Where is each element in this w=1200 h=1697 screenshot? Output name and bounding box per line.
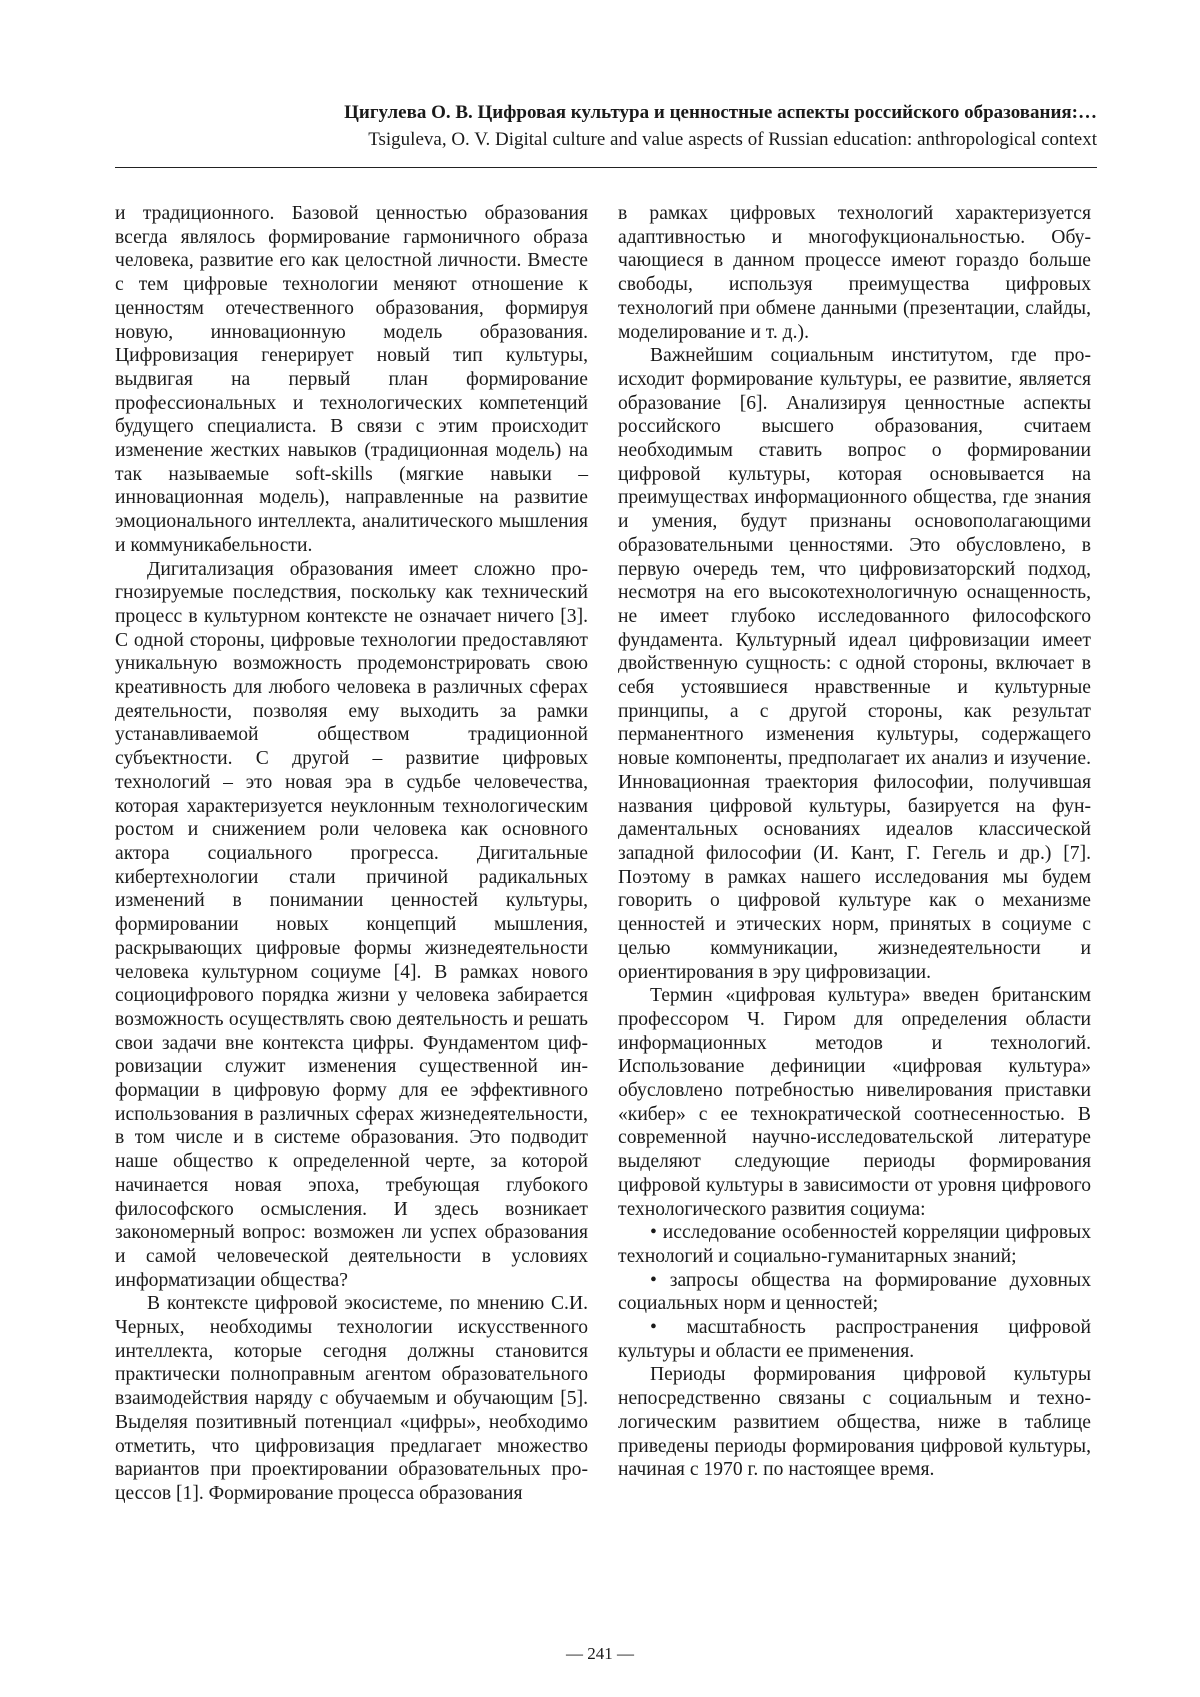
paragraph: в рамках цифровых технологий характеризуется адаптивностью и многофукциональностью. Обучающиеся в данном процессе имеют гораздо больше свободы, используя преимущества цифровых технологий при обмене данными (презентации, слайды, моделирование и т. д.). [618, 203, 1091, 343]
paragraph: Важнейшим социальным институтом, где происходит формирование культуры, ее развитие, является образование [6]. Анализируя ценностные аспекты российского высшего образования, считаем необходимым ставить вопрос о формировании цифровой культуры, которая основывается на преимуществах информационного общества, где знания и умения, будут признаны основополагающими образовательными ценностями. Это обусловлено, в первую очередь тем, что цифровизаторский подход, несмотря на его высокотехнологичную оснащенность, не имеет глубоко исследованного философского фундамента. Культурный идеал цифровизации имеет двойственную сущность: с одной стороны, включает в себя устоявшиеся нравственные и культурные принципы, а с другой стороны, как результат перманентного изменения культуры, содержащего новые компоненты, предполагает их анализ и изучение. Инновационная траектория философии, получившая названия цифровой культуры, базируется на фундаментальных основаниях идеалов классической западной философии (И. Кант, Г. Гегель и др.) [7]. Поэтому в рамках нашего исследования мы будем говорить о цифровой культуре как о механизме ценностей и этических норм, принятых в социуме с целью коммуникации, жизнедеятельности и ориентирования в эру цифровизации. [618, 345, 1091, 983]
header-title-ru: Цигулева О. В. Цифровая культура и ценностные аспекты российского образования:… [344, 102, 1097, 123]
paragraph: В контексте цифровой экосистеме, по мнению С.И. Черных, необходимы технологии искусственного интеллекта, которые сегодня должны становится практически полноправным агентом образовательного взаимодействия наряду с обучаемым и обучающим [5]. Выделяя позитивный потенциал «цифры», необходимо отметить, что цифровизация предлагает множество вариантов при проектировании образовательных процессов [1]. Формирование процесса образования [115, 1293, 588, 1504]
running-header [115, 100, 1097, 152]
left-column [115, 202, 588, 1506]
paragraph: и традиционного. Базовой ценностью образования всегда являлось формирование гармоничного образа человека, развитие его как целостной личности. Вместе с тем цифровые технологии меняют отношение к ценностям отечественного образования, формируя новую, инновационную модель образования. Цифровизация генерирует новый тип культуры, выдвигая на первый план формирование профессиональных и технологических компетенций будущего специалиста. В связи с этим происходит изменение жестких навыков (традиционная модель) на так называемые soft-skills (мягкие навыки – инновационная модель), направленные на развитие эмоционального интеллекта, аналитического мышления и коммуникабельности. [115, 203, 588, 556]
paragraph: Периоды формирования цифровой культуры непосредственно связаны с социальным и технологическим развитием общества, ниже в таблице приведены периоды формирования цифровой культуры, начиная с 1970 г. по настоящее время. [618, 1364, 1091, 1481]
paragraph: Дигитализация образования имеет сложно прогнозируемые последствия, поскольку как технический процесс в культурном контексте не означает ничего [3]. С одной стороны, цифровые технологии предоставляют уникальную возможность продемонстрировать свою креативность для любого человека в различных сферах деятельности, позволяя ему выходить за рамки устанавливаемой обществом традиционной субъектности. С другой – развитие цифровых технологий – это новая эра в судьбе человечества, которая характеризуется неуклонным технологическим ростом и снижением роли человека как основного актора социального прогресса. Дигитальные кибертехнологии стали причиной радикальных изменений в понимании ценностей культуры, формировании новых концепций мышления, раскрывающих цифровые формы жизнедеятельности человека культурном социуме [4]. В рамках нового социоцифрового порядка жизни у человека забирается возможность осуществлять свою деятельность и решать свои задачи вне контекста цифры. Фундаментом цифровизации служит изменения существенной информации в цифровую форму для ее эффективного использования в различных сферах жизнедеятельности, в том числе и в системе образования. Это подводит наше общество к определенной черте, за которой начинается новая эпоха, требующая глубокого философского осмысления. И здесь возникает закономерный вопрос: возможен ли успех образования и самой человеческой деятельности в условиях информатизации общества? [115, 558, 588, 1291]
bullet-item: • масштабность распространения цифровой культуры и области ее применения. [618, 1317, 1091, 1362]
bullet-item: • запросы общества на формирование духовных социальных норм и ценностей; [618, 1269, 1091, 1315]
header-title-en: Tsiguleva, O. V. Digital culture and value aspects of Russian education: anthropological context [368, 129, 1097, 150]
right-column [618, 202, 1091, 1482]
page-number: — 241 — [566, 1644, 634, 1663]
header-divider [115, 167, 1097, 168]
paragraph: Термин «цифровая культура» введен британским профессором Ч. Гиром для определения области информационных методов и технологий. Использование дефиниции «цифровая культура» обусловлено потребностью нивелирования приставки «кибер» с ее технократической соотнесенностью. В современной научно-исследовательской литературе выделяют следующие периоды формирования цифровой культуры в зависимости от уровня цифрового технологического развития социума: [618, 985, 1091, 1220]
bullet-item: • исследование особенностей корреляции цифровых технологий и социально-гуманитарных знаний; [618, 1222, 1091, 1267]
